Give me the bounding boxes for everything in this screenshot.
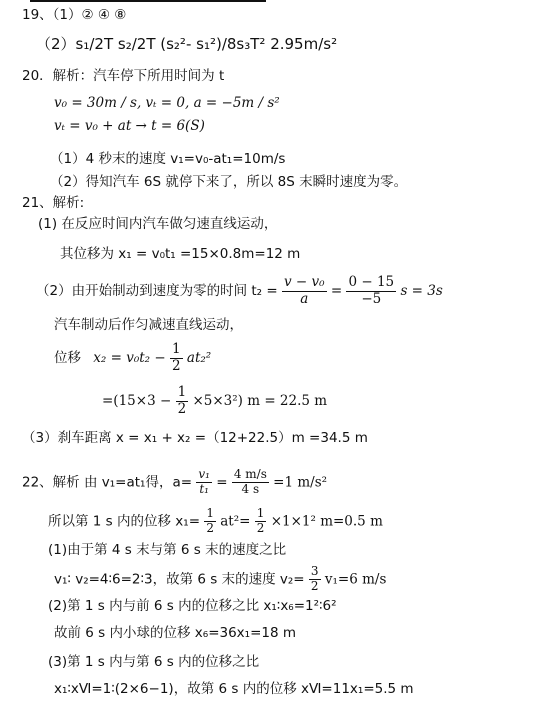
q21-part2-row: （2）由开始制动到速度为零的时间 t₂ = $\frac{\text{v − v₀}}{a}$ = $\frac{0 - 15}{-5}$ s = 3s bbox=[36, 274, 443, 307]
q21-half-fraction bbox=[170, 342, 183, 374]
q22-part2b: 故前 6 s 内小球的位移 x₆=36x₁=18 m bbox=[54, 625, 297, 641]
q22-half-a-denominator: 2 bbox=[206, 520, 214, 535]
q22-half-b-numerator: 1 bbox=[256, 506, 265, 520]
q20-equation-2: vₜ = v₀ + at → t = 6(S) bbox=[54, 118, 205, 134]
q21-half-denominator: 2 bbox=[172, 357, 181, 374]
q22-fraction-v-numerator: v₁ bbox=[198, 467, 210, 481]
q22-fraction-values-denominator: 4 s bbox=[241, 481, 260, 496]
q21-displacement-2-equation: x₂ = v₀t₂ − bbox=[93, 350, 166, 367]
q21-part2-text: （2）由开始制动到速度为零的时间 t₂ = bbox=[36, 283, 278, 300]
q22-first-second-mid: at²= bbox=[220, 513, 251, 530]
q21-half-numerator-2: 1 bbox=[177, 384, 187, 400]
q22-half-a-numerator: 1 bbox=[206, 506, 214, 520]
q22-part2: (2)第 1 s 内与前 6 s 内的位移之比 x₁∶x₆=1²∶6² bbox=[48, 598, 337, 614]
q21-fraction-1 bbox=[282, 275, 327, 307]
q22-three-halves-numerator: 3 bbox=[310, 564, 319, 578]
q21-heading: 21、解析: bbox=[22, 195, 85, 211]
q21-fraction-1-denominator: a bbox=[300, 290, 309, 307]
q21-part2b: 汽车制动后作匀减速直线运动， bbox=[54, 317, 243, 333]
q21-part3: （3）刹车距离 x = x₁ + x₂ =（12+22.5）m =34.5 m bbox=[22, 430, 368, 446]
q21-displacement-2-row bbox=[54, 342, 211, 374]
q20-part1: （1）4 秒末的速度 v₁=v₀-at₁=10m/s bbox=[50, 151, 286, 167]
q22-fraction-values-numerator: 4 m/s bbox=[233, 467, 267, 481]
q22-half-fraction-a bbox=[204, 507, 216, 536]
q22-part1b-row bbox=[54, 565, 386, 594]
q22-three-halves-denominator: 2 bbox=[310, 578, 319, 593]
q22-three-halves-fraction bbox=[309, 565, 321, 594]
q19-line2: （2）s₁/2T s₂/2T (s₂²- s₁²)/8s₃T² 2.95m/s² bbox=[36, 35, 338, 53]
q22-equals: = bbox=[216, 474, 228, 491]
q22-first-second-text: 所以第 1 s 内的位移 x₁= bbox=[48, 513, 201, 530]
q22-heading-text: 22、解析 由 v₁=at₁得，a= bbox=[22, 474, 193, 491]
top-cutoff-line bbox=[30, 0, 266, 2]
q21-half-numerator: 1 bbox=[172, 341, 181, 357]
q21-displacement-2-tail: at₂² bbox=[186, 350, 212, 367]
q22-fraction-t-denominator: t₁ bbox=[199, 481, 209, 496]
q22-half-b-denominator: 2 bbox=[256, 520, 265, 535]
q21-fraction-2 bbox=[346, 275, 396, 307]
q22-first-second-row bbox=[48, 507, 383, 536]
q21-displacement-2b-tail: ×5×3²) m = 22.5 m bbox=[192, 393, 328, 410]
q22-half-fraction-b bbox=[255, 507, 267, 536]
q22-part1b-tail: v₁=6 m/s bbox=[324, 571, 387, 588]
q22-fraction-v-over-t bbox=[196, 468, 212, 497]
q21-fraction-2-denominator: −5 bbox=[361, 290, 382, 307]
q21-displacement-1: 其位移为 x₁ = v₀t₁ =15×0.8m=12 m bbox=[60, 246, 301, 262]
q22-heading-row bbox=[22, 468, 327, 497]
q19-line1: 19、（1）② ④ ⑧ bbox=[22, 7, 127, 23]
q22-part3: (3)第 1 s 内与第 6 s 内的位移之比 bbox=[48, 654, 260, 670]
q22-heading-tail: =1 m/s² bbox=[273, 474, 328, 491]
q21-half-denominator-2: 2 bbox=[177, 400, 187, 417]
q21-displacement-2b-row bbox=[102, 385, 327, 417]
q22-first-second-tail: ×1×1² m=0.5 m bbox=[270, 513, 383, 530]
q21-fraction-2-numerator: 0 − 15 bbox=[348, 274, 395, 290]
q20-heading: 20．解析：汽车停下所用时间为 t bbox=[22, 68, 225, 84]
q21-part2-tail: s = 3s bbox=[400, 283, 443, 300]
q21-displacement-2b-head: =(15×3 − bbox=[102, 393, 172, 410]
q22-part3b: x₁∶xⅥ=1∶(2×6−1)，故第 6 s 内的位移 xⅥ=11x₁=5.5 m bbox=[54, 681, 414, 697]
q21-fraction-1-numerator: v − v₀ bbox=[284, 274, 325, 290]
q20-equation-1: v₀ = 30m / s, vₜ = 0, a = −5m / s² bbox=[54, 95, 280, 111]
q21-half-fraction-2 bbox=[176, 385, 189, 417]
q22-part1b-text: v₁∶ v₂=4∶6=2∶3，故第 6 s 末的速度 v₂= bbox=[54, 571, 305, 588]
q21-displacement-2-label: 位移 bbox=[54, 350, 81, 367]
q20-part2: （2）得知汽车 6S 就停下来了，所以 8S 末瞬时速度为零。 bbox=[50, 174, 408, 190]
q22-fraction-values bbox=[232, 468, 269, 497]
q21-part1: (1) 在反应时间内汽车做匀速直线运动， bbox=[38, 216, 278, 232]
q22-part1: (1)由于第 4 s 末与第 6 s 末的速度之比 bbox=[48, 542, 287, 558]
